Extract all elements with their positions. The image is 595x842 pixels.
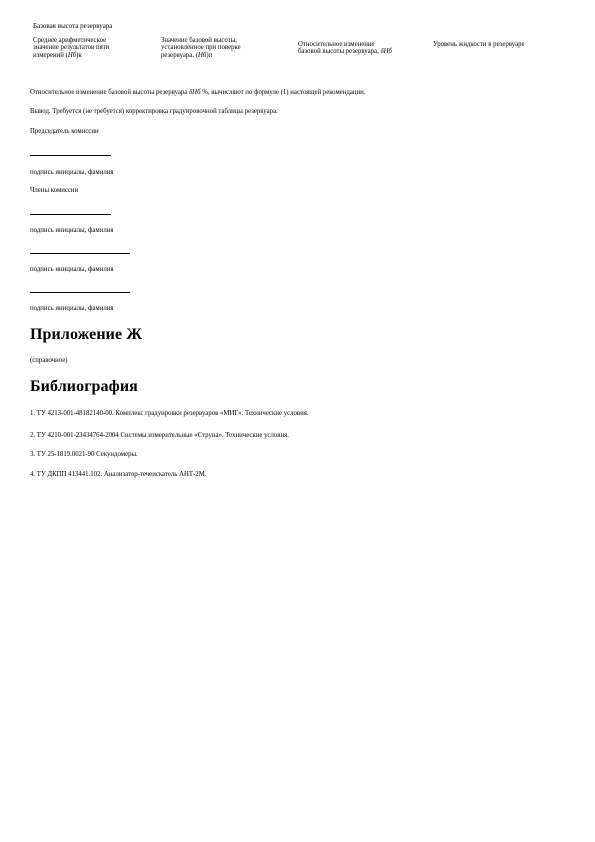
relative-change-text: [30, 89, 365, 97]
table-col-average-line3-var: Hб: [67, 51, 77, 59]
table-col-average-line2: значение результатов пяти: [33, 44, 110, 52]
commission-chair-label: Председатель комиссии: [30, 128, 99, 135]
commission-members-label: Члены комиссии: [30, 187, 79, 194]
relative-change-suffix: %, вычисляют по формуле (1) настоящей рекомендации.: [200, 89, 366, 96]
member2-signature-caption: подпись инициалы, фамилия: [30, 266, 114, 273]
table-col-average-line1: Среднее арифметическое: [33, 37, 107, 44]
table-col-liquid-level: [433, 41, 583, 48]
relative-change-var: δHб: [189, 89, 201, 96]
member2-signature-line: [30, 253, 130, 254]
bibliography-item: 4. ТУ ДКПП 413441.102. Анализатор-течеискатель АНТ-2М.: [30, 471, 207, 478]
table-title: Базовая высота резервуара: [33, 22, 113, 30]
bibliography-item: 2. ТУ 4210-001-23434764-2004 Системы измерительные «Струна». Технические условия.: [30, 432, 289, 439]
table-col-relative-change-line2-prefix: базовой высоты резервуара,: [298, 48, 381, 56]
bibliography-item: 3. ТУ 25-1819.0021-90 Секундомеры.: [30, 451, 138, 458]
appendix-title: Приложение Ж: [30, 326, 143, 343]
table-col-calibration-line2: установленное при поверке: [161, 44, 241, 52]
table-col-calibration-line3: [161, 52, 291, 59]
chair-signature-line: [30, 155, 111, 156]
bibliography-title: Библиография: [30, 378, 138, 395]
table-col-average-line3-prefix: измерений (: [33, 51, 68, 59]
table-col-calibration-line3-prefix: резервуара, (: [161, 51, 198, 59]
table-col-relative-change: [298, 41, 438, 56]
table-col-calibration-line1: Значение базовой высоты,: [161, 37, 237, 44]
conclusion-text: Вывод. Требуется (не требуется) корректировка градуировочной таблицы резервуара.: [30, 108, 278, 115]
member1-signature-line: [30, 214, 111, 215]
table-col-average-line3: [33, 52, 153, 59]
table-col-relative-change-line2-var: δHб: [380, 48, 392, 56]
member1-signature-caption: подпись инициалы, фамилия: [30, 227, 114, 234]
table-col-average-line3-suffix: )к: [76, 51, 82, 59]
table-col-calibration: [161, 37, 291, 59]
table-col-relative-change-line2: [298, 48, 438, 55]
appendix-subtitle: (справочное): [30, 357, 68, 364]
table-col-calibration-line3-var: Hб: [197, 51, 207, 59]
bibliography-item: 1. ТУ 4213-001-48182140-00. Комплекс градуировки резервуаров «МИГ». Технические условия.: [30, 410, 309, 417]
table-col-liquid-level-line1: Уровень жидкости в резервуаре: [433, 41, 525, 48]
relative-change-prefix: Относительное изменение базовой высоты резервуара: [30, 89, 190, 96]
table-col-relative-change-line1: Относительное изменение: [298, 41, 375, 48]
member3-signature-caption: подпись инициалы, фамилия: [30, 305, 114, 312]
table-col-average: [33, 37, 153, 59]
table-col-calibration-line3-suffix: )п: [206, 51, 213, 59]
member3-signature-line: [30, 292, 130, 293]
chair-signature-caption: подпись инициалы, фамилия: [30, 169, 114, 176]
